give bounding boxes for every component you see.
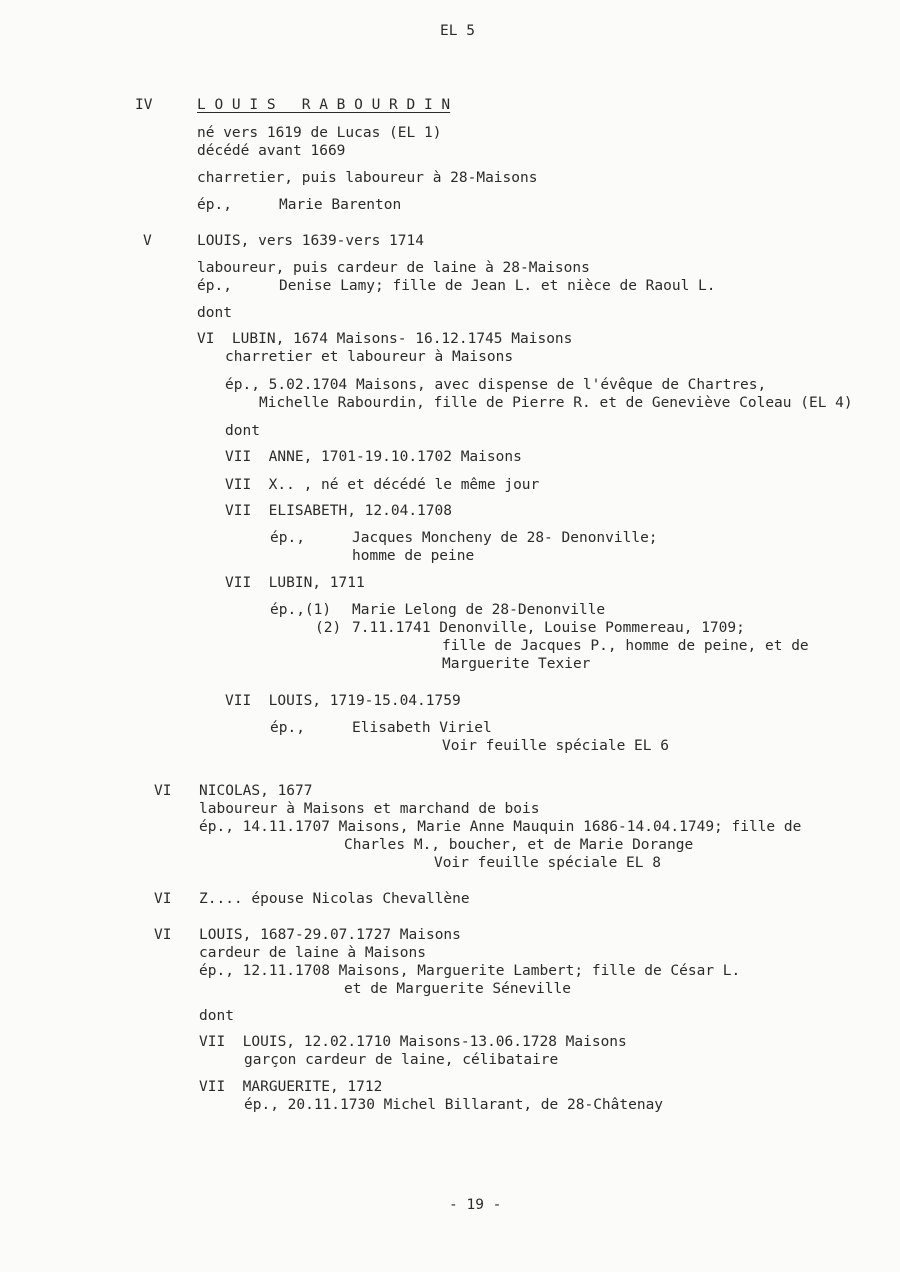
child-entry: VII MARGUERITE, 1712 [199,1079,383,1095]
dont-label: dont [199,1008,234,1024]
text-line: laboureur, puis cardeur de laine à 28-Maisons [197,260,590,276]
person-name-heading: L O U I S R A B O U R D I N [197,97,451,113]
dont-label: dont [197,305,232,321]
person-title: VI LUBIN, 1674 Maisons- 16.12.1745 Maisons [197,331,573,347]
person-title: NICOLAS, 1677 [199,783,313,799]
child-entry: VII X.. , né et décédé le même jour [225,477,540,493]
marriage-label: ép., [197,278,232,294]
text-line: né vers 1619 de Lucas (EL 1) [197,125,442,141]
marriage-label: ép., [197,197,232,213]
page-header: EL 5 [440,23,475,39]
child-entry: VII ANNE, 1701-19.10.1702 Maisons [225,449,522,465]
child-entry: VII LUBIN, 1711 [225,575,365,591]
text-line: ép., 20.11.1730 Michel Billarant, de 28-Châtenay [244,1097,664,1113]
text-line: garçon cardeur de laine, célibataire [244,1052,559,1068]
marriage-label: ép., [270,720,305,736]
cross-reference: Voir feuille spéciale EL 6 [442,738,669,754]
child-entry: VII LOUIS, 1719-15.04.1759 [225,693,461,709]
text-line: charretier, puis laboureur à 28-Maisons [197,170,538,186]
text-line: décédé avant 1669 [197,143,346,159]
cross-reference: Voir feuille spéciale EL 8 [434,855,661,871]
child-entry: VII LOUIS, 12.02.1710 Maisons-13.06.1728 Maisons [199,1034,627,1050]
spouse-name: Marie Barenton [279,197,402,213]
generation-label: VI [154,891,172,907]
marriage-label: ép.,(1) [270,602,332,618]
text-line: et de Marguerite Séneville [344,981,571,997]
person-title: LOUIS, 1687-29.07.1727 Maisons [199,927,461,943]
generation-label: VI [154,783,172,799]
spouse-name: Marie Lelong de 28-Denonville [352,602,606,618]
child-entry: VII ELISABETH, 12.04.1708 [225,503,452,519]
text-line: ép., 12.11.1708 Maisons, Marguerite Lambert; fille de César L. [199,963,741,979]
text-line: Marguerite Texier [442,656,591,672]
text-line: cardeur de laine à Maisons [199,945,426,961]
marriage-label: (2) [315,620,342,636]
text-line: fille de Jacques P., homme de peine, et de [442,638,809,654]
marriage-label: ép., [270,530,305,546]
text-line: ép., 14.11.1707 Maisons, Marie Anne Mauquin 1686-14.04.1749; fille de [199,819,802,835]
text-line: homme de peine [352,548,475,564]
text-line: ép., 5.02.1704 Maisons, avec dispense de l'évêque de Chartres, [225,377,767,393]
person-title: Z.... épouse Nicolas Chevallène [199,891,470,907]
dont-label: dont [225,423,260,439]
spouse-name: Denise Lamy; fille de Jean L. et nièce de Raoul L. [279,278,716,294]
generation-label: VI [154,927,172,943]
person-title: LOUIS, vers 1639-vers 1714 [197,233,424,249]
generation-label: V [143,233,152,249]
text-line: laboureur à Maisons et marchand de bois [199,801,540,817]
generation-label: IV [135,97,153,113]
spouse-name: Jacques Moncheny de 28- Denonville; [352,530,658,546]
spouse-name: Elisabeth Viriel [352,720,492,736]
page-number: - 19 - [449,1197,502,1213]
spouse-name: 7.11.1741 Denonville, Louise Pommereau, 1709; [352,620,745,636]
text-line: Charles M., boucher, et de Marie Dorange [344,837,694,853]
text-line: Michelle Rabourdin, fille de Pierre R. et de Geneviève Coleau (EL 4) [259,395,853,411]
text-line: charretier et laboureur à Maisons [225,349,514,365]
